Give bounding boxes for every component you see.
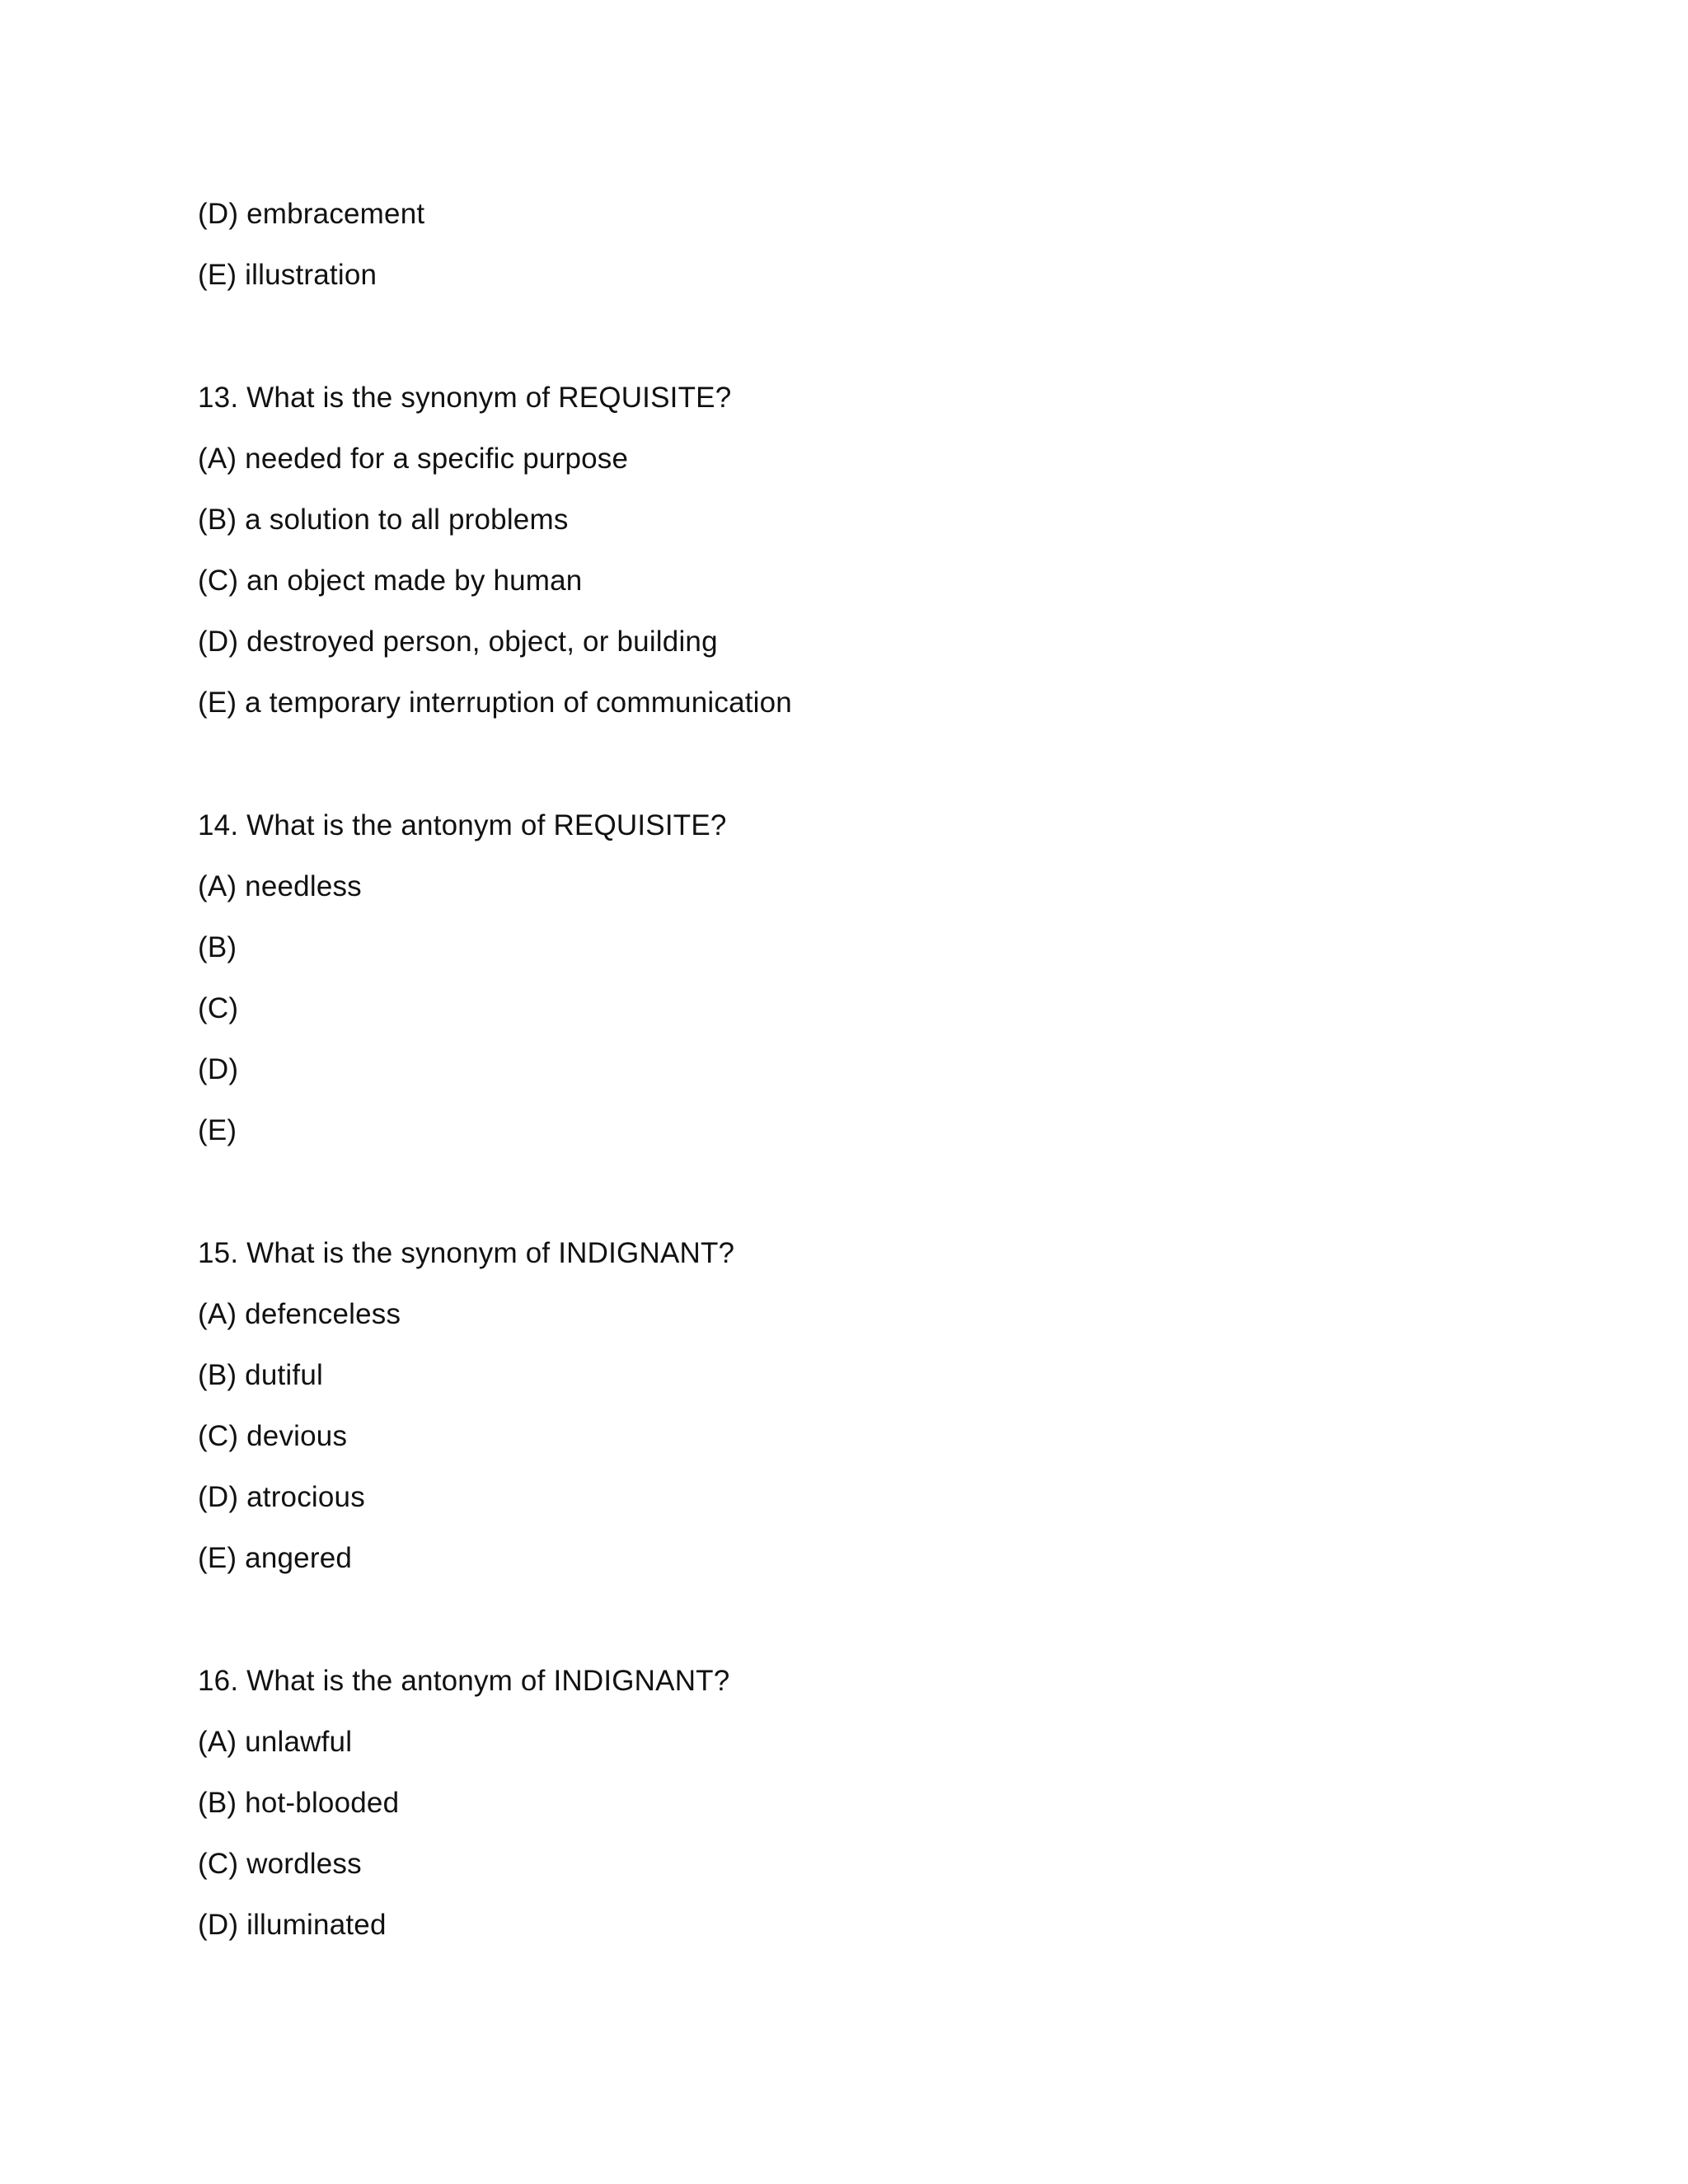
question-13-prompt: 13. What is the synonym of REQUISITE?: [198, 382, 732, 414]
question-14-option-d: (D): [198, 1053, 239, 1085]
question-14-option-b: (B): [198, 931, 237, 963]
question-13-option-c: (C) an object made by human: [198, 565, 583, 597]
question-13-option-e: (E) a temporary interruption of communication: [198, 687, 792, 719]
question-16-option-c: (C) wordless: [198, 1848, 362, 1880]
question-16-option-d: (D) illuminated: [198, 1909, 387, 1941]
question-13-option-b: (B) a solution to all problems: [198, 504, 569, 536]
question-14-option-c: (C): [198, 992, 239, 1024]
question-13-option-d: (D) destroyed person, object, or building: [198, 626, 718, 658]
question-16-option-a: (A) unlawful: [198, 1726, 353, 1758]
question-15-option-e: (E) angered: [198, 1542, 353, 1574]
question-16-option-b: (B) hot-blooded: [198, 1787, 400, 1819]
question-14-option-a: (A) needless: [198, 870, 362, 902]
question-15-option-b: (B) dutiful: [198, 1359, 323, 1391]
question-15-option-a: (A) defenceless: [198, 1298, 401, 1330]
question-16-prompt: 16. What is the antonym of INDIGNANT?: [198, 1665, 730, 1697]
question-15-option-c: (C) devious: [198, 1420, 348, 1452]
option-d: (D) embracement: [198, 198, 425, 230]
question-13-option-a: (A) needed for a specific purpose: [198, 443, 629, 475]
question-15-prompt: 15. What is the synonym of INDIGNANT?: [198, 1237, 735, 1269]
option-e: (E) illustration: [198, 259, 377, 291]
question-14-prompt: 14. What is the antonym of REQUISITE?: [198, 809, 727, 841]
question-15-option-d: (D) atrocious: [198, 1481, 365, 1513]
question-14-option-e: (E): [198, 1114, 237, 1146]
